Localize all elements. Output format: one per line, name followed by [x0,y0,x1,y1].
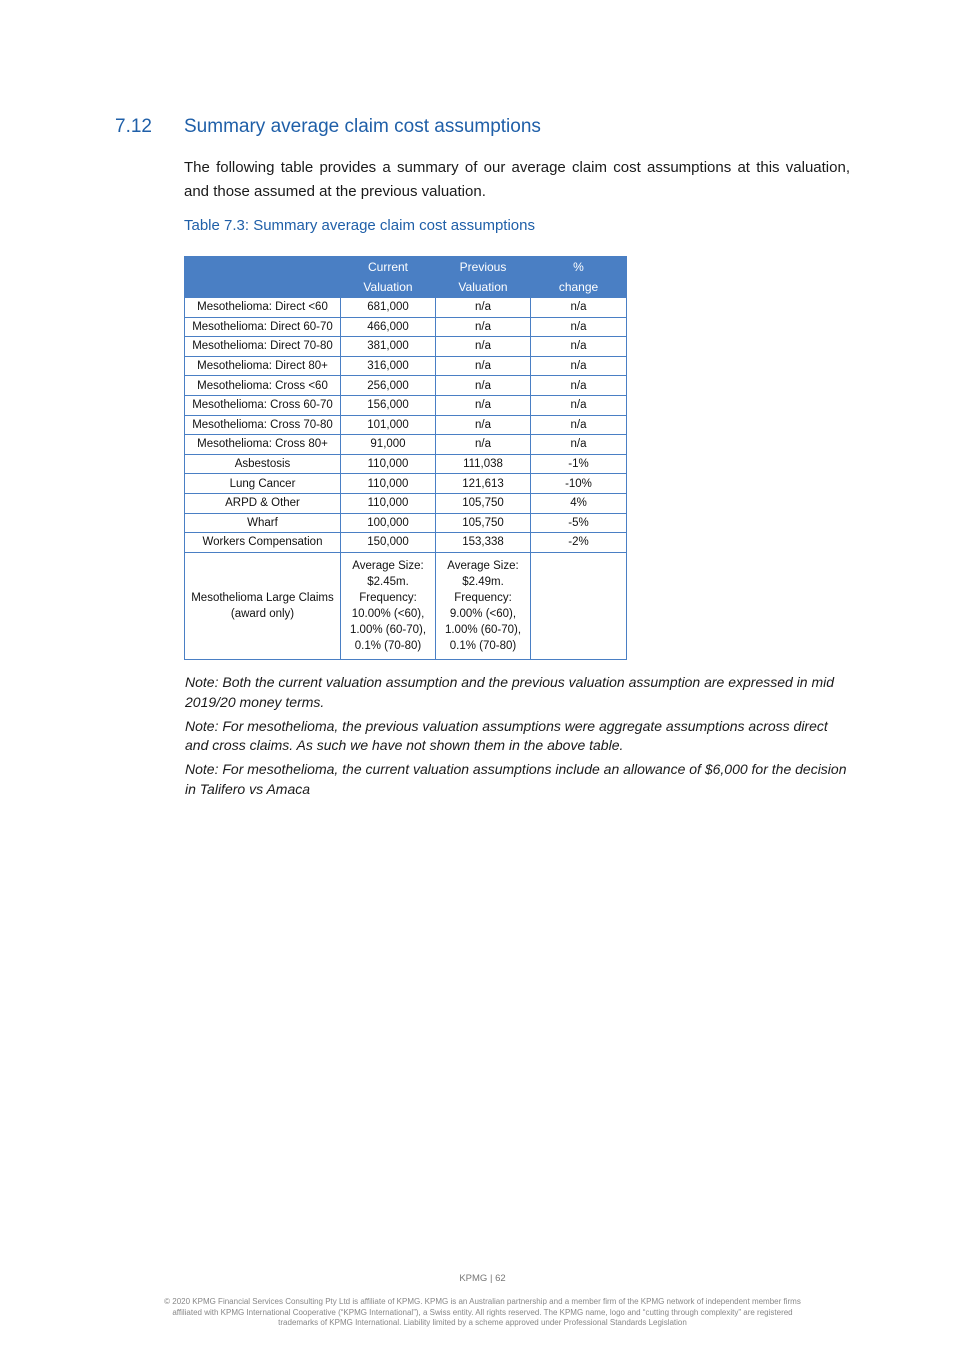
cell-line: 1.00% (60-70), [444,623,522,636]
note-talifero-allowance: Note: For mesothelioma, the current valuation assumptions include an allowance of $6,000 for the decision in Talifero vs Amaca [185,761,847,797]
table-cell: Mesothelioma: Cross 70-80 [185,415,341,435]
table-cell: 111,038 [436,454,531,474]
legal-line: © 2020 KPMG Financial Services Consulting Pty Ltd is affiliate of KPMG. KPMG is an Australian partnership and a member firm of the KPMG network of independent member firms [164,1297,801,1306]
table-header-row [185,257,627,298]
table-row [185,376,627,396]
table-cell: n/a [531,415,627,435]
table-cell: 110,000 [341,474,436,494]
table-row [185,493,627,513]
table-cell: 110,000 [341,493,436,513]
cell-line: Frequency: [359,591,417,604]
header-text: Valuation [363,280,413,294]
header-text: Previous [459,260,507,274]
header-text: Current [367,260,408,274]
table-cell: n/a [531,356,627,376]
table-row [185,395,627,415]
table-cell: 105,750 [436,493,531,513]
table-cell: Mesothelioma: Cross 80+ [185,435,341,455]
header-cell-change [531,257,627,298]
table-cell: n/a [436,298,531,318]
table-cell: -5% [531,513,627,533]
table-cell: 4% [531,493,627,513]
table-cell: Mesothelioma: Direct 70-80 [185,337,341,357]
table-cell: 466,000 [341,317,436,337]
table-cell: n/a [531,376,627,396]
header-cell-current [341,257,436,298]
large-claims-previous [436,552,531,659]
table-row [185,435,627,455]
table-cell: 156,000 [341,395,436,415]
table-cell: 110,000 [341,454,436,474]
table-cell: -2% [531,533,627,553]
table-cell: 121,613 [436,474,531,494]
notes-block [185,673,850,804]
table-cell: Mesothelioma: Direct 80+ [185,356,341,376]
table-cell: n/a [436,415,531,435]
table-row [185,513,627,533]
header-text: % [573,260,584,274]
table-row [185,317,627,337]
section-heading [115,116,541,138]
intro-paragraph: The following table provides a summary of our average claim cost assumptions at this valuation, and those assumed at the previous valuation. [184,159,850,200]
table-row-large-claims [185,552,627,659]
table-row [185,337,627,357]
table-cell: n/a [531,435,627,455]
cell-line: $2.49m. [462,575,504,588]
cell-line: Average Size: [352,559,424,572]
table-cell: -10% [531,474,627,494]
table-cell: n/a [531,337,627,357]
legal-line: trademarks of KPMG International. Liability limited by a scheme approved under Professional Standards Legislation [278,1318,687,1327]
note-aggregate-assumptions: Note: For mesothelioma, the previous valuation assumptions were aggregate assumptions across direct and cross claims. As such we have not shown them in the above table. [185,717,828,753]
table-cell: n/a [436,376,531,396]
large-claims-label-line: Mesothelioma Large Claims [191,591,334,604]
legal-line: affiliated with KPMG International Cooperative (“KPMG International”), a Swiss entity. All rights reserved. The KPMG name, logo and “cutting through complexity” are registered [172,1307,793,1317]
table-cell: Mesothelioma: Cross <60 [185,376,341,396]
table-cell: Workers Compensation [185,533,341,553]
claim-cost-table [184,256,627,660]
table-cell: 91,000 [341,435,436,455]
table-cell: Asbestosis [185,454,341,474]
table-cell: n/a [436,356,531,376]
table-cell: 256,000 [341,376,436,396]
large-claims-label [185,552,341,659]
cell-line: Frequency: [454,591,512,604]
cell-line: Average Size: [447,559,519,572]
table-row [185,415,627,435]
table-cell: 681,000 [341,298,436,318]
table-cell: 153,338 [436,533,531,553]
table-cell: 100,000 [341,513,436,533]
cell-line: 10.00% (<60), [351,607,425,620]
table-cell: n/a [436,395,531,415]
table-row [185,454,627,474]
table-cell: n/a [436,337,531,357]
cell-line: 9.00% (<60), [449,607,517,620]
table-cell: Lung Cancer [185,474,341,494]
section-number: 7.12 [115,116,152,137]
table-row [185,298,627,318]
cell-line: $2.45m. [367,575,409,588]
table-cell: Mesothelioma: Direct <60 [185,298,341,318]
note-money-terms: Note: Both the current valuation assumption and the previous valuation assumption are expressed in mid 2019/20 money terms. [185,674,835,710]
header-text: Valuation [458,280,508,294]
cell-line: 0.1% (70-80) [449,639,517,652]
table-cell: 316,000 [341,356,436,376]
header-cell-previous [436,257,531,298]
table-cell: 150,000 [341,533,436,553]
table-cell: Wharf [185,513,341,533]
table-cell: n/a [436,435,531,455]
table-cell: 101,000 [341,415,436,435]
large-claims-change [531,552,627,659]
table-row [185,356,627,376]
table-cell: n/a [531,298,627,318]
table-row [185,474,627,494]
table-caption: Table 7.3: Summary average claim cost assumptions [184,217,535,234]
large-claims-current [341,552,436,659]
table-cell: 381,000 [341,337,436,357]
cell-line: 1.00% (60-70), [349,623,427,636]
table-cell: Mesothelioma: Direct 60-70 [185,317,341,337]
header-text: change [558,280,599,294]
page-number: KPMG | 62 [459,1273,506,1284]
table-cell: n/a [531,317,627,337]
table-cell: n/a [436,317,531,337]
large-claims-label-line: (award only) [230,607,295,620]
table-cell: 105,750 [436,513,531,533]
section-title: Summary average claim cost assumptions [184,116,541,137]
header-cell-label [185,257,341,298]
legal-disclaimer [110,1297,855,1329]
table-cell: n/a [531,395,627,415]
table-cell: Mesothelioma: Cross 60-70 [185,395,341,415]
cell-line: 0.1% (70-80) [354,639,422,652]
table-cell: ARPD & Other [185,493,341,513]
table-row [185,533,627,553]
table-cell: -1% [531,454,627,474]
